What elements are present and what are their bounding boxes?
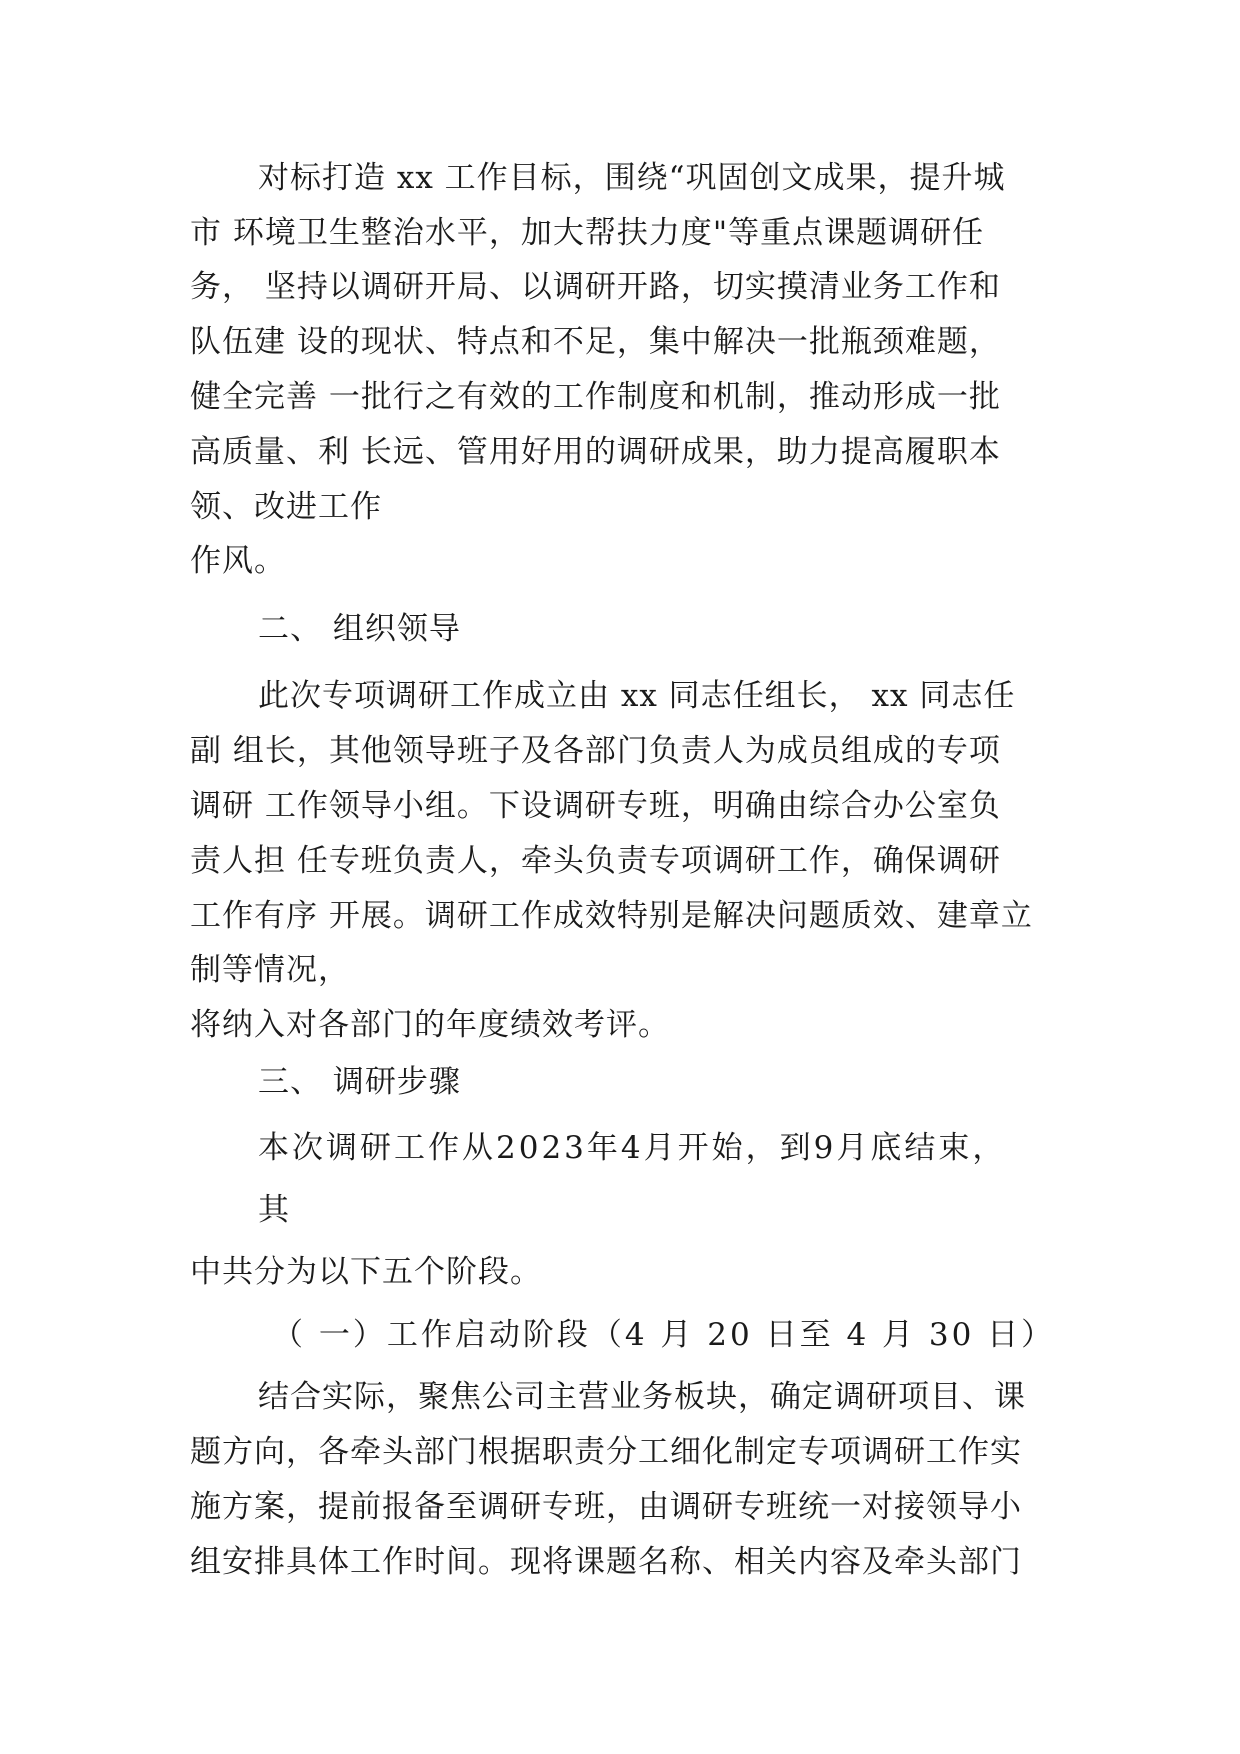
paragraph-line: 结合实际，聚焦公司主营业务板块，确定调研项目、课 bbox=[258, 1379, 1026, 1415]
paragraph-line: 健全完善 一批行之有效的工作制度和机制，推动形成一批 bbox=[190, 379, 1001, 415]
paragraph-line: 中共分为以下五个阶段。 bbox=[190, 1254, 542, 1290]
paragraph-line: 调研 工作领导小组。下设调研专班，明确由综合办公室负 bbox=[190, 788, 1001, 824]
paragraph-line: 题方向，各牵头部门根据职责分工细化制定专项调研工作实 bbox=[190, 1434, 1022, 1470]
paragraph-line: 将纳入对各部门的年度绩效考评。 bbox=[190, 1007, 670, 1043]
paragraph-line: 领、改进工作 bbox=[190, 489, 382, 525]
paragraph-line: 其 bbox=[258, 1192, 290, 1228]
paragraph-line: 制等情况， bbox=[190, 952, 350, 988]
subsection-heading: （ 一）工作启动阶段（4 月 20 日至 4 月 30 日） bbox=[272, 1317, 1056, 1353]
paragraph-line: 对标打造 xx 工作目标，围绕“巩固创文成果，提升城 bbox=[258, 160, 1006, 196]
paragraph-line: 市 环境卫生整治水平，加大帮扶力度"等重点课题调研任 bbox=[190, 215, 985, 251]
paragraph-line: 此次专项调研工作成立由 xx 同志任组长， xx 同志任 bbox=[258, 678, 1016, 714]
paragraph-line: 作风。 bbox=[190, 543, 286, 579]
paragraph-line: 组安排具体工作时间。现将课题名称、相关内容及牵头部门 bbox=[190, 1544, 1022, 1580]
paragraph-line: 工作有序 开展。调研工作成效特别是解决问题质效、建章立 bbox=[190, 898, 1033, 934]
paragraph-line: 本次调研工作从2023年4月开始，到9月底结束， bbox=[258, 1130, 1007, 1166]
paragraph-line: 副 组长，其他领导班子及各部门负责人为成员组成的专项 bbox=[190, 733, 1001, 769]
paragraph-line: 施方案，提前报备至调研专班，由调研专班统一对接领导小 bbox=[190, 1489, 1022, 1525]
paragraph-line: 责人担 任专班负责人，牵头负责专项调研工作，确保调研 bbox=[190, 843, 1001, 879]
paragraph-line: 高质量、利 长远、管用好用的调研成果，助力提高履职本 bbox=[190, 434, 1001, 470]
section-heading: 三、 调研步骤 bbox=[258, 1064, 461, 1100]
section-heading: 二、 组织领导 bbox=[258, 611, 461, 647]
paragraph-line: 队伍建 设的现状、特点和不足，集中解决一批瓶颈难题， bbox=[190, 324, 1001, 360]
paragraph-line: 务， 坚持以调研开局、以调研开路，切实摸清业务工作和 bbox=[190, 269, 1001, 305]
